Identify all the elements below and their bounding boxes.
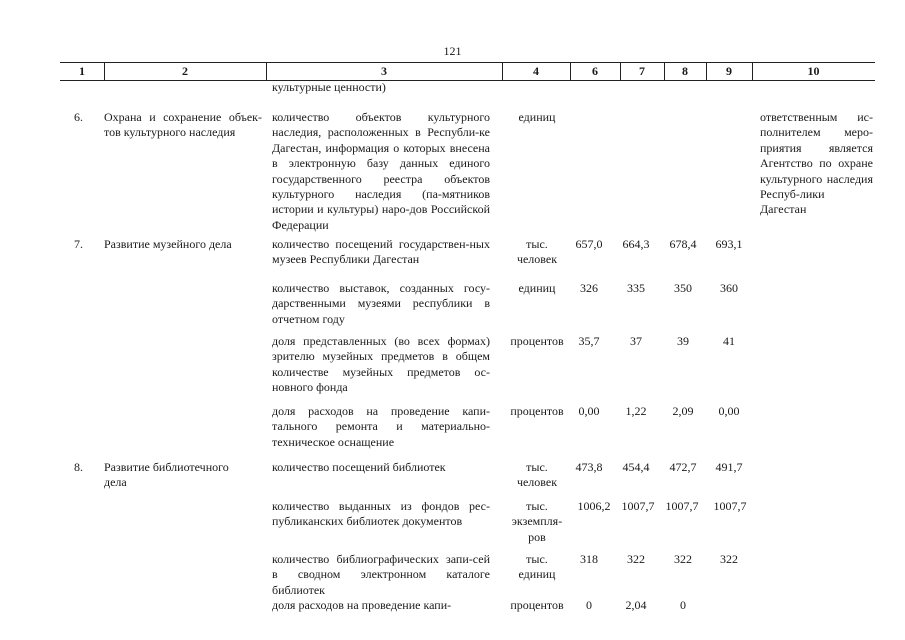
- value-cell: 472,7: [669, 460, 697, 474]
- table-header: [60, 62, 875, 81]
- value-cell: 322: [720, 552, 738, 566]
- row-number: 6.: [74, 110, 83, 124]
- value-cell: 37: [630, 334, 642, 348]
- indicator-text: количество выданных из фондов рес-публиканских библиотек документов: [272, 499, 490, 529]
- page-number: 121: [443, 44, 462, 58]
- column-header: 7: [639, 64, 645, 78]
- value-cell: 350: [674, 281, 692, 295]
- value-cell: 454,4: [622, 460, 650, 474]
- indicator-unit: единиц: [518, 110, 556, 124]
- indicator-text: количество объектов культурного наследия, расположенных в Республи-ке Дагестан, информация о которых внесена в электронную базу данных единого государственного реестра объектов культурного наследия (па-мятников истории и культуры) наро-дов Российской Федерации: [272, 110, 490, 232]
- indicator-unit: процентов: [510, 334, 564, 348]
- value-cell: 326: [580, 281, 598, 295]
- indicator-text: доля расходов на проведение капи-тального ремонта и материально-техническое оснащение: [272, 404, 490, 449]
- indicator-text: количество посещений государствен-ных музеев Республики Дагестан: [272, 237, 490, 267]
- value-cell: 491,7: [715, 460, 743, 474]
- indicator-unit: тыс. экземпля-ров: [511, 499, 563, 544]
- value-cell: 657,0: [575, 237, 603, 251]
- row-name: Развитие библиотечного дела: [104, 460, 229, 490]
- column-header: 3: [381, 64, 387, 78]
- value-cell: 41: [723, 334, 735, 348]
- column-header: 9: [726, 64, 732, 78]
- value-cell: 2,09: [672, 404, 694, 418]
- value-cell: 1006,2: [577, 499, 611, 513]
- row-name: Развитие музейного дела: [104, 237, 232, 251]
- indicator-unit: процентов: [510, 598, 564, 612]
- value-cell: 0: [586, 598, 592, 612]
- column-header: 4: [533, 64, 539, 78]
- value-cell: 322: [674, 552, 692, 566]
- value-cell: 678,4: [669, 237, 697, 251]
- row-note: ответственным ис-полнителем меро-приятия является Агентство по охране культурного наследия Респуб-лики Дагестан: [760, 110, 873, 217]
- indicator-unit: тыс. единиц: [518, 552, 556, 582]
- value-cell: 318: [580, 552, 598, 566]
- value-cell: 664,3: [622, 237, 650, 251]
- value-cell: 473,8: [575, 460, 603, 474]
- value-cell: 0,00: [718, 404, 740, 418]
- value-cell: 1007,7: [665, 499, 699, 513]
- indicator-text: количество выставок, созданных госу-дарственными музеями республики в отчетном году: [272, 281, 490, 326]
- value-cell: 2,04: [625, 598, 647, 612]
- row-name: Охрана и сохранение объек-тов культурного наследия: [104, 110, 262, 140]
- column-header: 2: [182, 64, 188, 78]
- value-cell: 360: [720, 281, 738, 295]
- value-cell: 322: [627, 552, 645, 566]
- indicator-text: доля расходов на проведение капи-: [272, 598, 452, 612]
- value-cell: 39: [677, 334, 689, 348]
- value-cell: 693,1: [715, 237, 743, 251]
- row-number: 7.: [74, 237, 83, 251]
- continuation-text: культурные ценности): [272, 80, 386, 94]
- value-cell: 35,7: [578, 334, 600, 348]
- value-cell: 1,22: [625, 404, 647, 418]
- indicator-unit: тыс. человек: [516, 237, 558, 267]
- value-cell: 1007,7: [713, 499, 747, 513]
- value-cell: 335: [627, 281, 645, 295]
- indicator-unit: единиц: [518, 281, 556, 295]
- value-cell: 0,00: [578, 404, 600, 418]
- indicator-unit: процентов: [510, 404, 564, 418]
- value-cell: 1007,7: [621, 499, 655, 513]
- indicator-text: количество посещений библиотек: [272, 460, 446, 474]
- value-cell: 0: [680, 598, 686, 612]
- column-header: 6: [592, 64, 598, 78]
- indicator-unit: тыс. человек: [516, 460, 558, 490]
- column-header: 1: [79, 64, 85, 78]
- column-header: 10: [807, 64, 820, 78]
- column-header: 8: [682, 64, 688, 78]
- indicator-text: количество библиографических запи-сей в сводном электронном каталоге библиотек: [272, 552, 490, 597]
- indicator-text: доля представленных (во всех формах) зрителю музейных предметов в общем количестве музейных предметов ос-новного фонда: [272, 334, 490, 395]
- row-number: 8.: [74, 460, 83, 474]
